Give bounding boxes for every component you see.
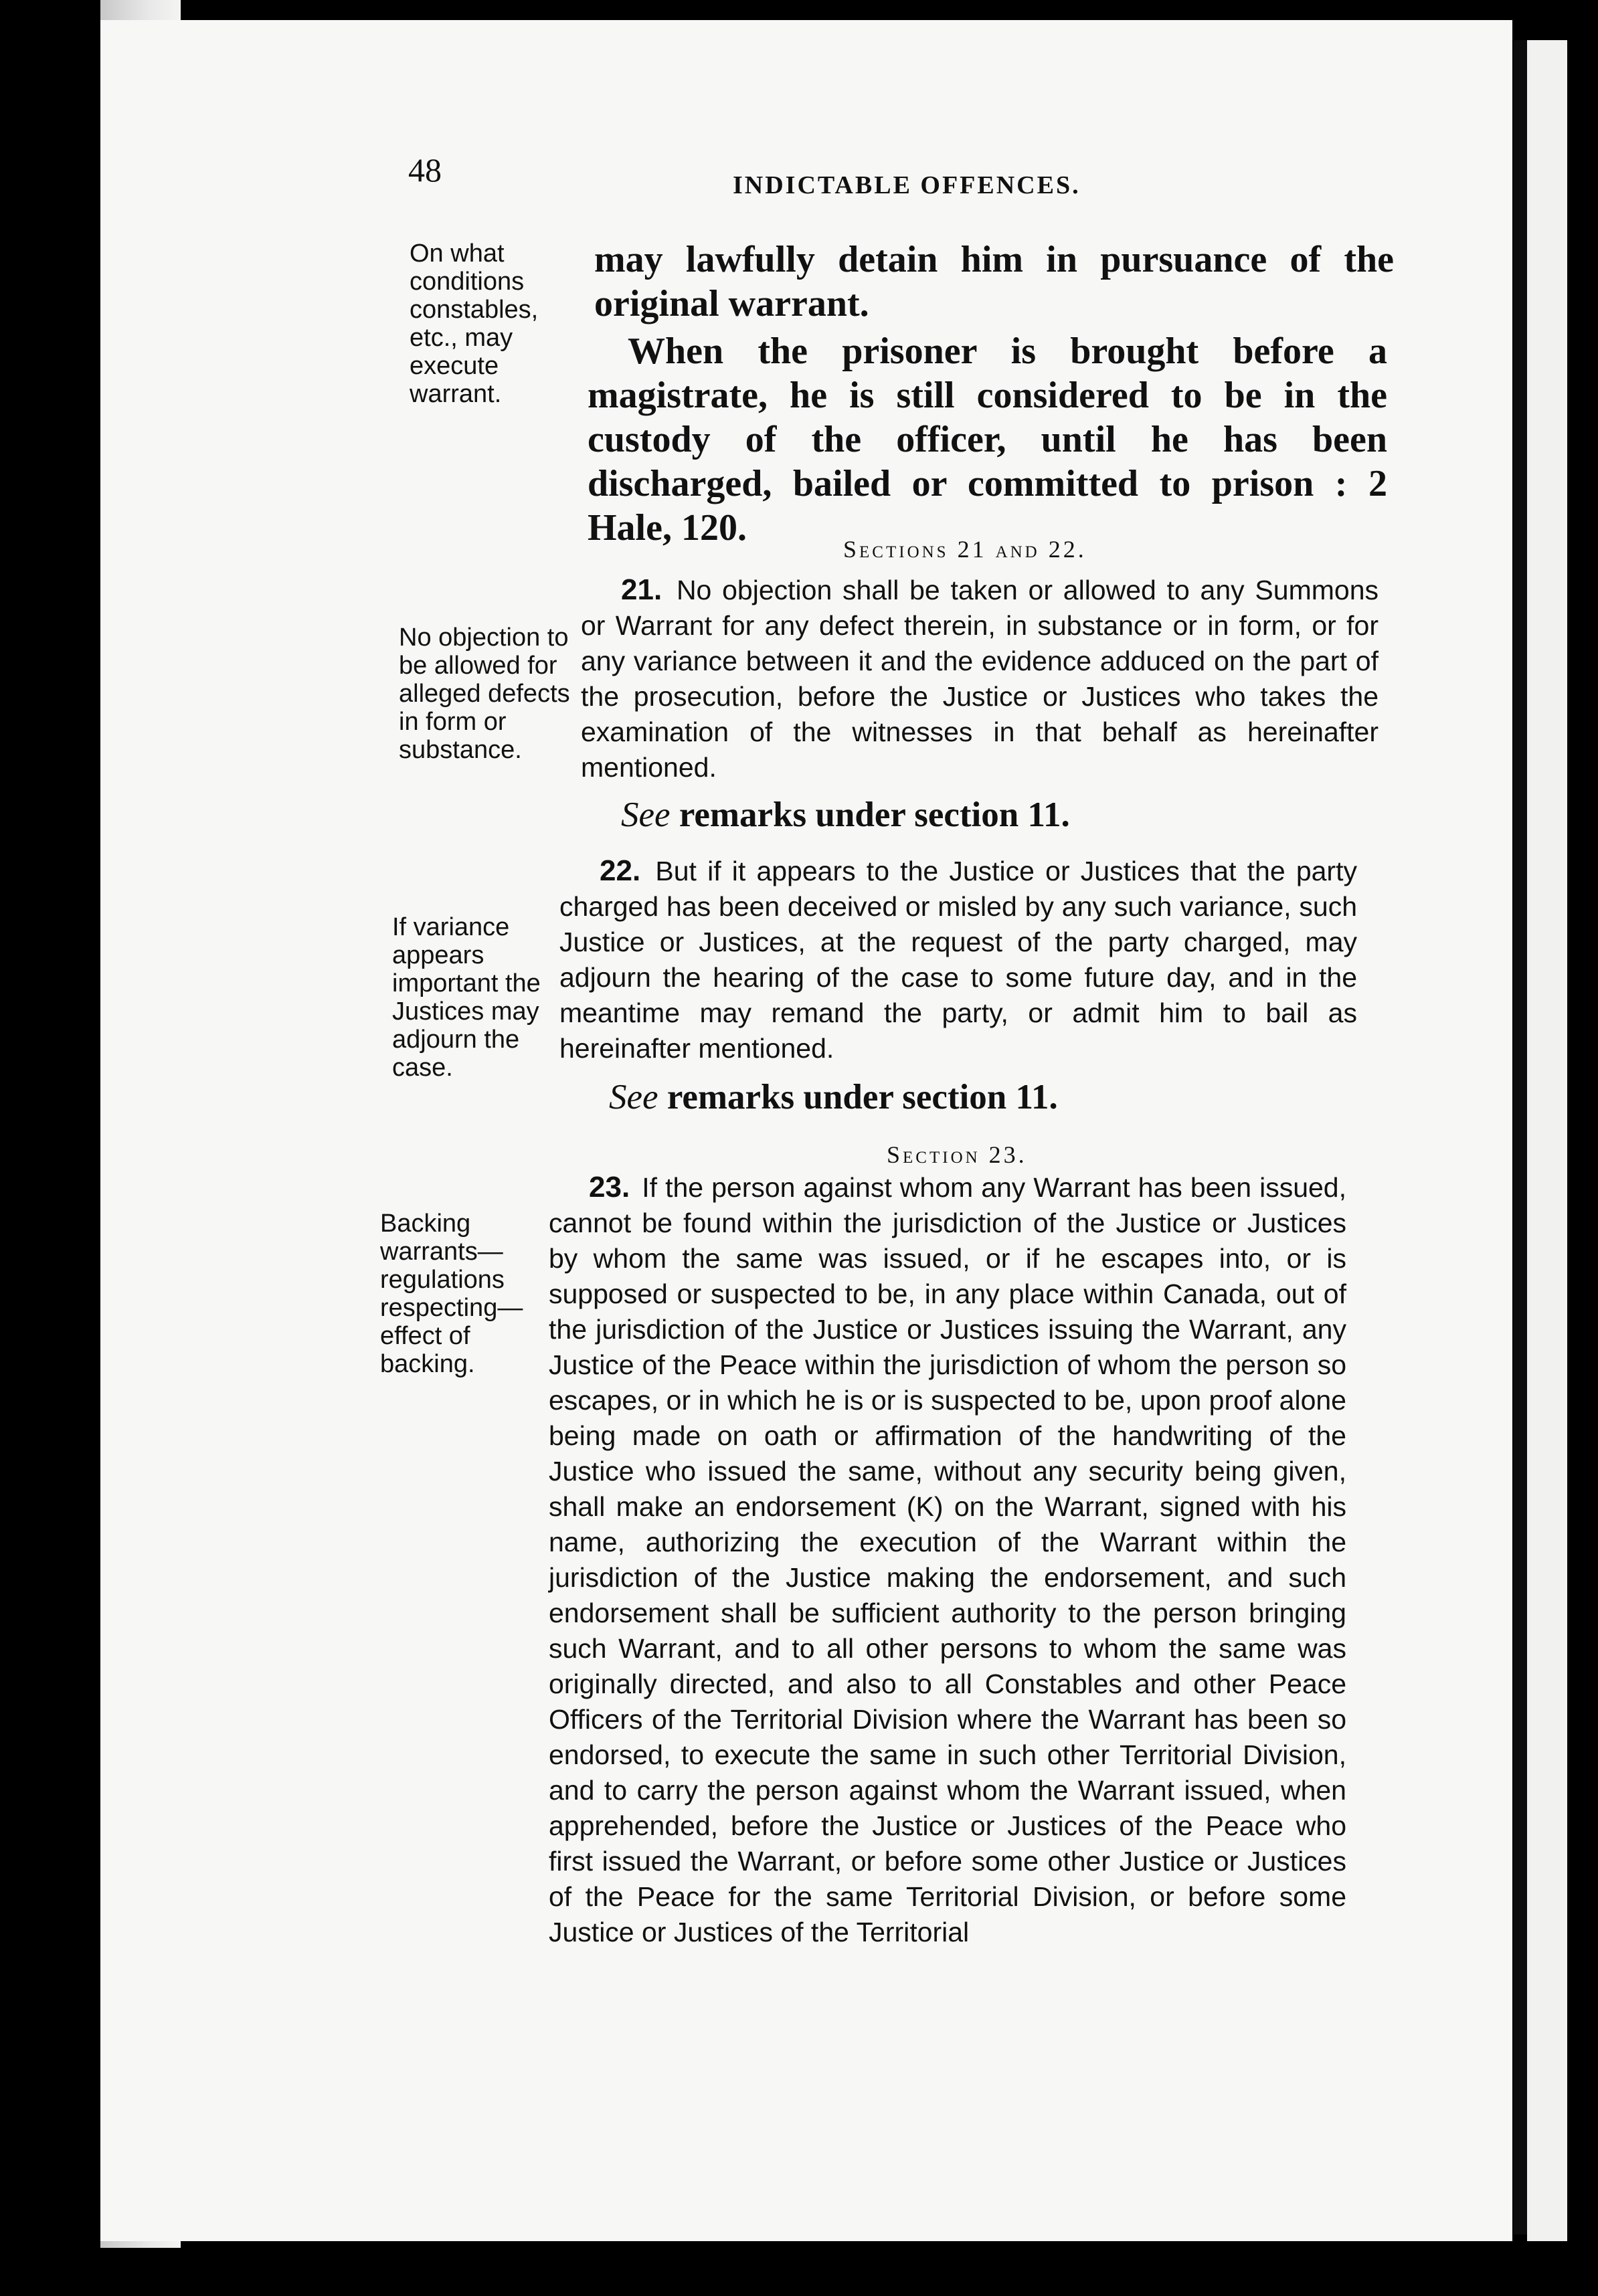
section-23-text: If the person against whom any Warrant has been issued, cannot be found within the jurisdiction of the Justice or Justices by whom the same was issued, or if he escapes into, or is supposed or suspected to be, in any place within Canada, out of the jurisdiction of the Justice or Justices issuing the Warrant, any Justice of the Peace within the jurisdiction of whom the person so escapes, or in which he is or is suspected to be, upon proof alone being made on oath or affirmation of the handwriting of the Justice who issued the same, without any security being given, shall make an endorsement (K) on the Warrant, signed with his name, authorizing the execution of the Warrant within the jurisdiction of the Justice making the endorsement, and such endorsement shall be sufficient authority to the person bringing such Warrant, and to all other persons to whom the same was originally directed, and also to all Constables and other Peace Officers of the Territorial Division where the Warrant has been so endorsed, to execute the same in such other Territorial Division, and to carry the person against whom the Warrant issued, when apprehended, before the Justice or Justices of the Peace who first issued the Warrant, or before some other Justice or Justices of the Peace for the same Territorial Division, or before some Justice or Justices of the Territorial <box>549 1172 1346 1947</box>
section-21-number: 21. <box>621 573 662 606</box>
margin-note-backing-warrants: Backing warrants—regulations respecting—effect of backing. <box>380 1210 523 1378</box>
section-22-text: But if it appears to the Justice or Justices that the party charged has been deceived or misled by any such variance, such Justice or Justices, at the request of the party charged, may adjourn the hearing of the case to some future day, and in the meantime may remand the party, or admit him to bail as hereinafter mentioned. <box>559 856 1357 1064</box>
opening-paragraph: may lawfully detain him in pursuance of the original warrant. <box>594 239 1394 324</box>
margin-note-no-objection: No objection to be allowed for alleged defects in form or substance. <box>399 624 570 764</box>
running-head: INDICTABLE OFFENCES. <box>733 171 1081 199</box>
remark-text: remarks under section 11. <box>679 795 1070 834</box>
section-heading-23: Section 23. <box>887 1141 1027 1168</box>
section-21-text: No objection shall be taken or allowed to any Summons or Warrant for any defect therein, in substance or in form, or for any variance between it and the evidence adduced on the part of the prosecution, before the Justice or Justices who takes the examination of the witnesses in that behalf as hereinafter mentioned. <box>581 575 1379 783</box>
section-22-number: 22. <box>600 854 641 887</box>
margin-note-variance: If variance appears important the Justices may adjourn the case. <box>392 913 541 1082</box>
remark-see: See <box>621 795 671 834</box>
remark-see: See <box>609 1078 658 1117</box>
section-23 <box>549 1169 1346 1950</box>
custody-paragraph: When the prisoner is brought before a magistrate, he is still considered to be in the custody of the officer, until he has been discharged, bailed or committed to prison : 2 Hale, 120. <box>588 330 1387 549</box>
section-heading-21-22: Sections 21 and 22. <box>843 536 1087 563</box>
remark-section-22 <box>609 1077 1058 1117</box>
section-23-number: 23. <box>589 1171 630 1204</box>
remark-section-21 <box>621 795 1070 835</box>
page-number: 48 <box>408 151 442 189</box>
facing-page-edge <box>1527 40 1567 2241</box>
margin-note-constables: On what conditions constables, etc., may execute warrant. <box>410 240 539 408</box>
section-22 <box>559 853 1357 1066</box>
remark-text: remarks under section 11. <box>667 1078 1058 1117</box>
section-21 <box>581 572 1379 785</box>
